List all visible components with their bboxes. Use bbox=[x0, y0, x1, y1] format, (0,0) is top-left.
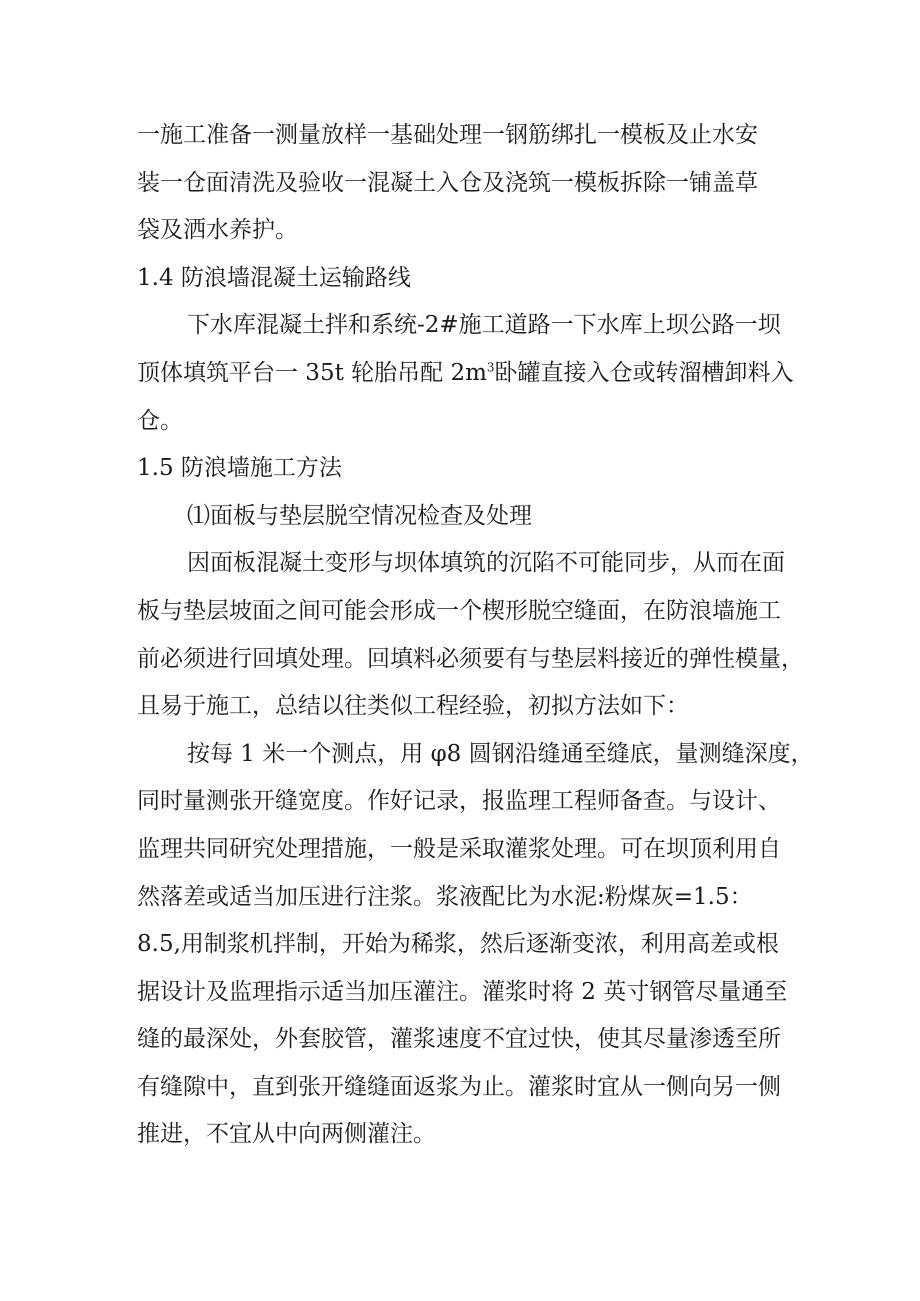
paragraph-line: 因面板混凝土变形与坝体填筑的沉陷不可能同步，从而在面 bbox=[187, 550, 785, 577]
line-text: 顶体填筑平台一 35t 轮胎吊配 2m bbox=[137, 359, 487, 386]
paragraph-line: 板与垫层坡面之间可能会形成一个楔形脱空缝面，在防浪墙施工 bbox=[137, 597, 781, 624]
paragraph-line: 袋及洒水养护。 bbox=[137, 217, 298, 244]
paragraph-line: 据设计及监理指示适当加压灌注。灌浆时将 2 英寸钢管尽量通至 bbox=[137, 978, 788, 1005]
section-heading-1-4: 1.4 防浪墙混凝土运输路线 bbox=[137, 264, 411, 291]
paragraph-line: 按每 1 米一个测点，用 φ8 圆钢沿缝通至缝底，量测缝深度， bbox=[187, 740, 814, 767]
paragraph-line bbox=[137, 350, 797, 398]
paragraph-line: 下水库混凝土拌和系统-2#施工道路一下水库上坝公路一坝 bbox=[187, 312, 781, 339]
paragraph-line: 推进，不宜从中向两侧灌注。 bbox=[137, 1121, 436, 1148]
paragraph-line: 有缝隙中，直到张开缝缝面返浆为止。灌浆时宜从一侧向另一侧 bbox=[137, 1073, 781, 1100]
paragraph-line: 前必须进行回填处理。回填料必须要有与垫层料接近的弹性模量， bbox=[137, 645, 804, 672]
paragraph-line: 装一仓面清洗及验收一混凝土入仓及浇筑一模板拆除一铺盖草 bbox=[137, 169, 758, 196]
superscript: 3 bbox=[486, 360, 495, 375]
paragraph-line: 同时量测张开缝宽度。作好记录，报监理工程师备查。与设计、 bbox=[137, 788, 781, 815]
subsection-heading: ⑴面板与垫层脱空情况检查及处理 bbox=[187, 502, 532, 529]
paragraph-line: 一施工准备一测量放样一基础处理一钢筋绑扎一模板及止水安 bbox=[137, 122, 758, 148]
section-heading-1-5: 1.5 防浪墙施工方法 bbox=[137, 455, 342, 482]
paragraph-line: 且易于施工，总结以往类似工程经验，初拟方法如下： bbox=[137, 693, 689, 720]
document-body bbox=[137, 112, 814, 1159]
paragraph-line: 仓。 bbox=[137, 407, 183, 434]
paragraph-line: 缝的最深处，外套胶管，灌浆速度不宜过快，使其尽量渗透至所 bbox=[137, 1026, 781, 1053]
paragraph-line: 监理共同研究处理措施，一般是采取灌浆处理。可在坝顶利用自 bbox=[137, 835, 781, 862]
line-text: 卧罐直接入仓或转溜槽卸料入 bbox=[494, 359, 794, 386]
paragraph-line: 8.5,用制浆机拌制，开始为稀浆，然后逐渐变浓，利用高差或根 bbox=[137, 931, 779, 958]
paragraph-line: 然落差或适当加压进行注浆。浆液配比为水泥:粉煤灰=1.5： bbox=[137, 883, 753, 910]
